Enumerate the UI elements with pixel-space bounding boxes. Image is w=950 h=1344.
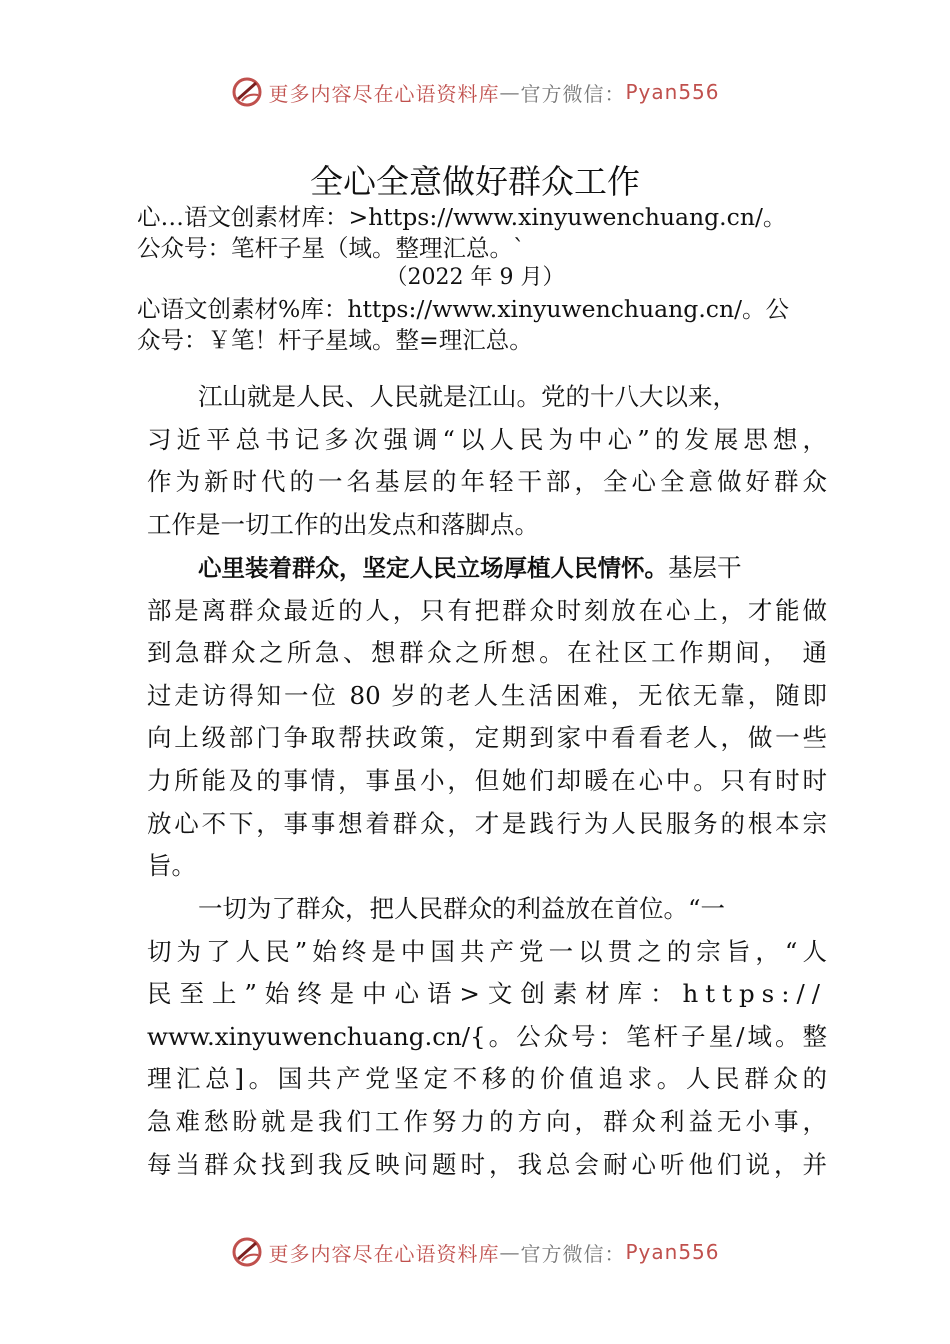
logo-icon — [230, 75, 264, 109]
text-line: 理汇总]。国共产党坚定不移的价值追求。人民群众的 — [147, 1064, 827, 1094]
text-line: 到急群众之所急、想群众之所想。在社区工作期间， 通 — [147, 638, 827, 668]
text-line: 向上级部门争取帮扶政策，定期到家中看看老人，做一些 — [147, 723, 827, 753]
text-line: 作为新时代的一名基层的年轻干部，全心全意做好群众 — [147, 467, 827, 497]
text-line — [147, 547, 827, 590]
text-line: 急难愁盼就是我们工作努力的方向，群众利益无小事， — [147, 1106, 827, 1136]
banner-label: 官方微信： — [520, 1241, 626, 1266]
banner-dash: — — [499, 1240, 521, 1264]
paragraph-3 — [147, 888, 827, 1186]
text-line: 部是离群众最近的人，只有把群众时刻放在心上，才能做 — [147, 595, 827, 625]
text-line: 每当群众找到我反映问题时，我总会耐心听他们说，并 — [147, 1149, 827, 1179]
text-line: 放心不下，事事想着群众，才是践行为人民服务的根本宗 — [147, 808, 827, 838]
meta-line: 心语文创素材%库：https://www.xinyuwenchuang.cn/。公 — [137, 295, 790, 323]
banner-account: Pyan556 — [625, 80, 720, 104]
text-line: 习近平总书记多次强调“以人民为中心”的发展思想， — [147, 424, 827, 454]
meta-line: 心…语文创素材库：>https://www.xinyuwenchuang.cn/。 — [137, 203, 787, 231]
meta-line: 公众号：笔杆子星（域。整理汇总。` — [137, 234, 525, 262]
document-title: 全心全意做好群众工作 — [310, 162, 640, 201]
text-line: 切为了人民”始终是中国共产党一以贯之的宗旨，“人 — [147, 936, 827, 966]
logo-icon — [230, 1235, 264, 1269]
paragraph-1 — [147, 376, 827, 546]
header-banner — [0, 72, 950, 112]
banner-label: 官方微信： — [520, 81, 626, 106]
paragraph-2 — [147, 547, 827, 888]
banner-account: Pyan556 — [625, 1240, 720, 1264]
text-fragment: 基层干 — [668, 553, 742, 582]
text-line: 力所能及的事情，事虽小，但她们却暖在心中。只有时时 — [147, 765, 827, 795]
text-line: www.xinyuwenchuang.cn/{。公众号：笔杆子星/域。整 — [147, 1021, 827, 1051]
banner-text: 更多内容尽在心语资料库 — [268, 1241, 500, 1266]
text-line: 民至上”始终是中心语>文创素材库：https:// — [147, 979, 827, 1009]
meta-line: 众号：￥笔！杆子星域。整=理汇总。 — [137, 326, 533, 354]
text-line: 江山就是人民、人民就是江山。党的十八大以来， — [198, 382, 737, 411]
footer-banner — [0, 1232, 950, 1272]
text-line: 旨。 — [147, 851, 196, 881]
text-line: 工作是一切工作的出发点和落脚点。 — [147, 509, 539, 539]
banner-text: 更多内容尽在心语资料库 — [268, 81, 500, 106]
text-line: 一切为了群众，把人民群众的利益放在首位。“一 — [198, 894, 726, 923]
document-date: （2022 年 9 月） — [385, 265, 565, 290]
text-line: 过走访得知一位 80 岁的老人生活困难，无依无靠，随即 — [147, 680, 827, 710]
banner-dash: — — [499, 80, 521, 104]
paragraph-heading: 心里装着群众，坚定人民立场厚植人民情怀。 — [198, 554, 668, 582]
